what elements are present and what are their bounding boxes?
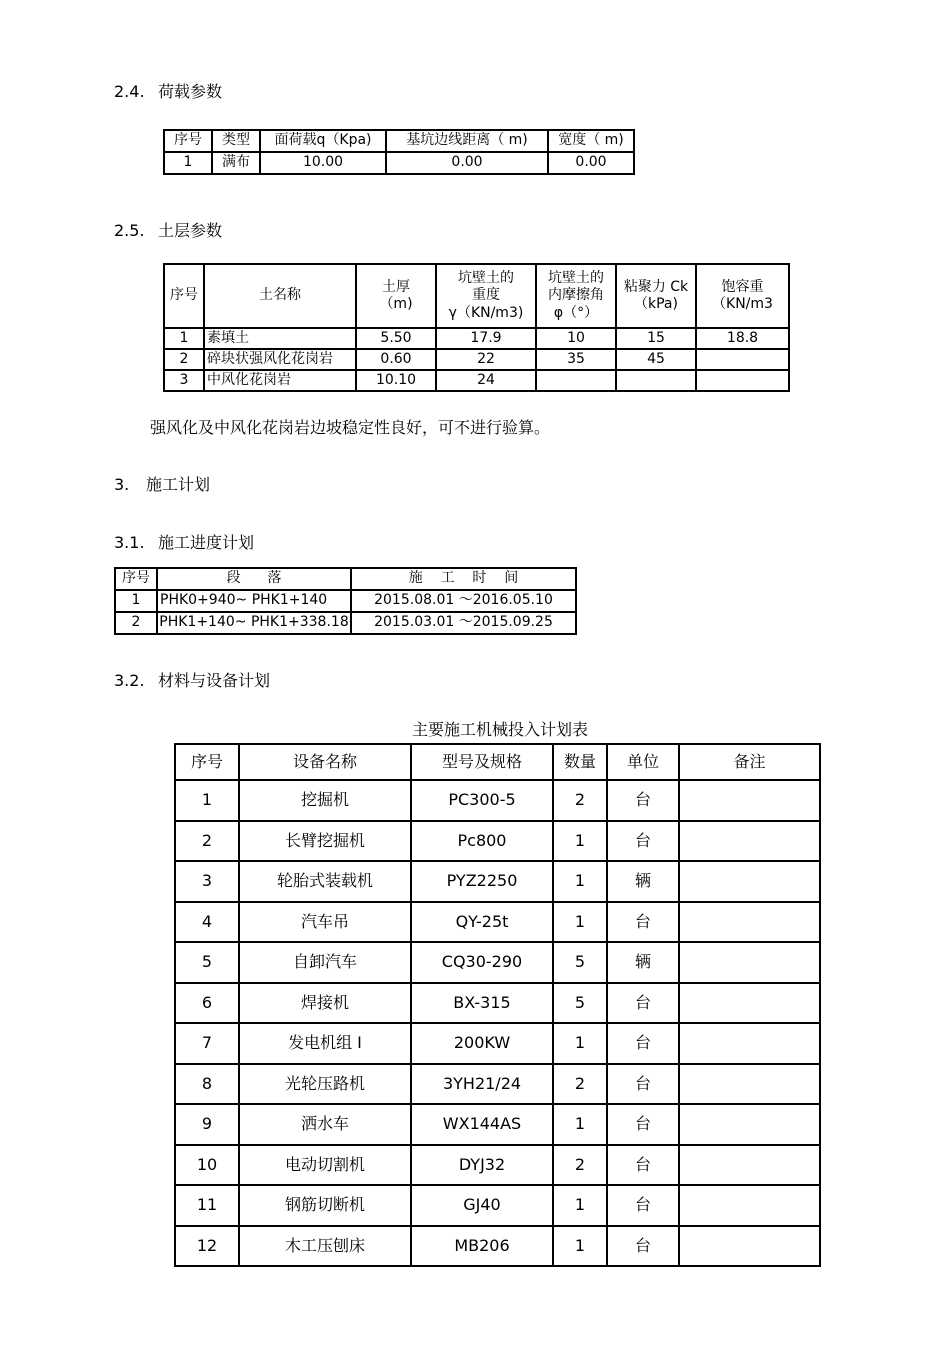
heading-number: 2.4. [114,82,145,101]
load-parameter-table [163,129,635,175]
table-cell: 12 [175,1226,239,1267]
table-cell: 1 [553,902,607,943]
header-line: 土厚 [382,278,410,295]
table-cell: 5.50 [356,328,436,349]
table-cell [616,370,696,391]
table-cell: 钢筋切断机 [239,1185,411,1226]
table-cell: 台 [607,780,679,821]
table-cell: 台 [607,902,679,943]
table-cell: 1 [553,1104,607,1145]
table-row [175,983,820,1024]
table-cell: MB206 [411,1226,553,1267]
table-cell: 台 [607,821,679,862]
table-cell: 45 [616,349,696,370]
table-cell: 2015.03.01 ～2015.09.25 [351,612,576,634]
heading-title: 荷载参数 [158,82,223,101]
heading-2-4 [114,79,222,102]
table-cell: 15 [616,328,696,349]
table-cell: 9 [175,1104,239,1145]
header-line: （m) [379,296,413,312]
header-cell: 单位 [607,744,679,780]
header-line: 重度 [472,287,500,304]
table-row [175,861,820,902]
table-cell: 11 [175,1185,239,1226]
table-cell: 2 [175,821,239,862]
table-row [164,328,789,349]
heading-number: 3.1. [114,533,145,552]
header-cell [696,264,789,328]
header-cell: 土名称 [204,264,356,328]
table-cell: 2 [553,1145,607,1186]
header-cell: 序号 [164,130,212,152]
table-cell: 长臂挖掘机 [239,821,411,862]
table-cell: 1 [553,1023,607,1064]
heading-number: 3. [114,475,130,494]
heading-title: 土层参数 [158,221,223,240]
table-cell: 木工压刨床 [239,1226,411,1267]
table-cell: 8 [175,1064,239,1105]
heading-title: 施工进度计划 [158,533,255,552]
table-cell: 台 [607,1064,679,1105]
table-cell: 发电机组 I [239,1023,411,1064]
heading-number: 2.5. [114,221,145,240]
table-cell: 1 [164,152,212,174]
table-cell: DYJ32 [411,1145,553,1186]
table-cell: BX-315 [411,983,553,1024]
table-cell: 2 [553,780,607,821]
header-cell [356,264,436,328]
header-cell: 基坑边线距离（ m) [386,130,548,152]
table-cell: 200KW [411,1023,553,1064]
table-cell [696,349,789,370]
table-cell: 挖掘机 [239,780,411,821]
table-cell: 辆 [607,861,679,902]
table-cell [679,780,820,821]
table-header-row [115,568,576,590]
table-cell: 5 [553,942,607,983]
header-cell [536,264,616,328]
table-cell: PYZ2250 [411,861,553,902]
table-cell: 焊接机 [239,983,411,1024]
table-cell: 2 [115,612,157,634]
table-cell [679,942,820,983]
table-cell [696,370,789,391]
heading-3 [114,472,210,495]
table-cell: CQ30-290 [411,942,553,983]
table-cell: 碎块状强风化花岗岩 [204,349,356,370]
table-cell: PHK0+940~ PHK1+140 [157,590,351,612]
header-cell [436,264,536,328]
table-cell: 18.8 [696,328,789,349]
table-header-row [175,744,820,780]
table-cell: 3 [164,370,204,391]
table-row [175,1226,820,1267]
table-cell: 素填土 [204,328,356,349]
header-cell: 设备名称 [239,744,411,780]
table-cell: 1 [553,1226,607,1267]
header-line: （KN/m3 [712,296,773,312]
table-cell [536,370,616,391]
header-line: 粘聚力 Ck [623,278,689,295]
stability-note: 强风化及中风化花岗岩边坡稳定性良好，可不进行验算。 [150,418,551,437]
table-row [175,1185,820,1226]
heading-title: 施工计划 [146,475,211,494]
table-cell: 0.00 [386,152,548,174]
table-cell: WX144AS [411,1104,553,1145]
header-line: 饱容重 [721,278,764,295]
table-cell: 台 [607,1104,679,1145]
heading-title: 材料与设备计划 [158,671,271,690]
header-cell: 段 落 [157,568,351,590]
header-line: φ（°） [553,304,599,321]
heading-2-5 [114,218,222,241]
table-row [175,1145,820,1186]
table-cell: GJ40 [411,1185,553,1226]
table-cell: 10 [536,328,616,349]
table-row [175,1023,820,1064]
table-cell: 7 [175,1023,239,1064]
header-line: 坑壁土的 [548,269,604,286]
table-cell: 台 [607,1023,679,1064]
table-cell: 10.10 [356,370,436,391]
table-cell: 轮胎式装载机 [239,861,411,902]
table-cell: 1 [115,590,157,612]
soil-layer-table [163,263,790,392]
header-line: 坑壁土的 [458,269,514,286]
table-row [175,1064,820,1105]
equipment-rows [175,780,820,1266]
table-cell: 辆 [607,942,679,983]
table-cell: 4 [175,902,239,943]
table-row [175,1104,820,1145]
table-cell [679,902,820,943]
header-cell: 序号 [175,744,239,780]
table-header-row [164,130,634,152]
table-cell [679,1064,820,1105]
table-cell: 3 [175,861,239,902]
heading-3-2 [114,668,270,691]
table-cell: 中风化花岗岩 [204,370,356,391]
table-cell: 台 [607,1145,679,1186]
table-cell [679,1104,820,1145]
header-cell: 序号 [115,568,157,590]
table-cell [679,1226,820,1267]
table-cell: 35 [536,349,616,370]
header-line: 内摩擦角 [548,287,604,304]
heading-3-1 [114,530,254,553]
table-cell: 自卸汽车 [239,942,411,983]
table-cell: 10.00 [260,152,386,174]
table-cell: 5 [553,983,607,1024]
table-cell: 1 [553,821,607,862]
table-row [164,349,789,370]
table-row [164,152,634,174]
table-cell: 台 [607,1226,679,1267]
table-cell: 2 [553,1064,607,1105]
table-cell: PC300-5 [411,780,553,821]
table-cell: 17.9 [436,328,536,349]
table-cell: 6 [175,983,239,1024]
table-cell: QY-25t [411,902,553,943]
table-row [164,370,789,391]
header-cell: 类型 [212,130,260,152]
heading-number: 3.2. [114,671,145,690]
table-cell: 10 [175,1145,239,1186]
equipment-table [174,743,821,1267]
header-cell: 备注 [679,744,820,780]
header-cell: 序号 [164,264,204,328]
table-cell: 台 [607,1185,679,1226]
table-cell [679,1023,820,1064]
table-cell [679,861,820,902]
table-cell [679,821,820,862]
table-cell: 满布 [212,152,260,174]
table-cell: 22 [436,349,536,370]
table-cell: 24 [436,370,536,391]
table-cell: 3YH21/24 [411,1064,553,1105]
table-row [175,902,820,943]
table-cell [679,983,820,1024]
table-cell: 1 [175,780,239,821]
table-cell [679,1185,820,1226]
table-cell: 2015.08.01 ～2016.05.10 [351,590,576,612]
table-row [115,612,576,634]
table-cell [679,1145,820,1186]
table-cell: 5 [175,942,239,983]
table-cell: 1 [164,328,204,349]
header-cell: 数量 [553,744,607,780]
table-cell: 0.00 [548,152,634,174]
header-cell: 施 工 时 间 [351,568,576,590]
header-cell: 型号及规格 [411,744,553,780]
table-cell: Pc800 [411,821,553,862]
header-cell [616,264,696,328]
header-cell: 宽度（ m) [548,130,634,152]
table-cell: 0.60 [356,349,436,370]
table-cell: 光轮压路机 [239,1064,411,1105]
table-cell: PHK1+140~ PHK1+338.18 [157,612,351,634]
table-cell: 汽车吊 [239,902,411,943]
table-cell: 电动切割机 [239,1145,411,1186]
table-cell: 2 [164,349,204,370]
table-row [175,780,820,821]
equipment-table-caption: 主要施工机械投入计划表 [412,720,589,739]
table-cell: 台 [607,983,679,1024]
header-line: （kPa) [634,296,678,312]
header-line: γ（KN/m3) [448,304,524,321]
table-cell: 1 [553,861,607,902]
table-cell: 1 [553,1185,607,1226]
table-row [175,942,820,983]
table-row [115,590,576,612]
table-header-row [164,264,789,328]
schedule-table [114,567,577,635]
table-row [175,821,820,862]
header-cell: 面荷载q（Kpa) [260,130,386,152]
table-cell: 洒水车 [239,1104,411,1145]
